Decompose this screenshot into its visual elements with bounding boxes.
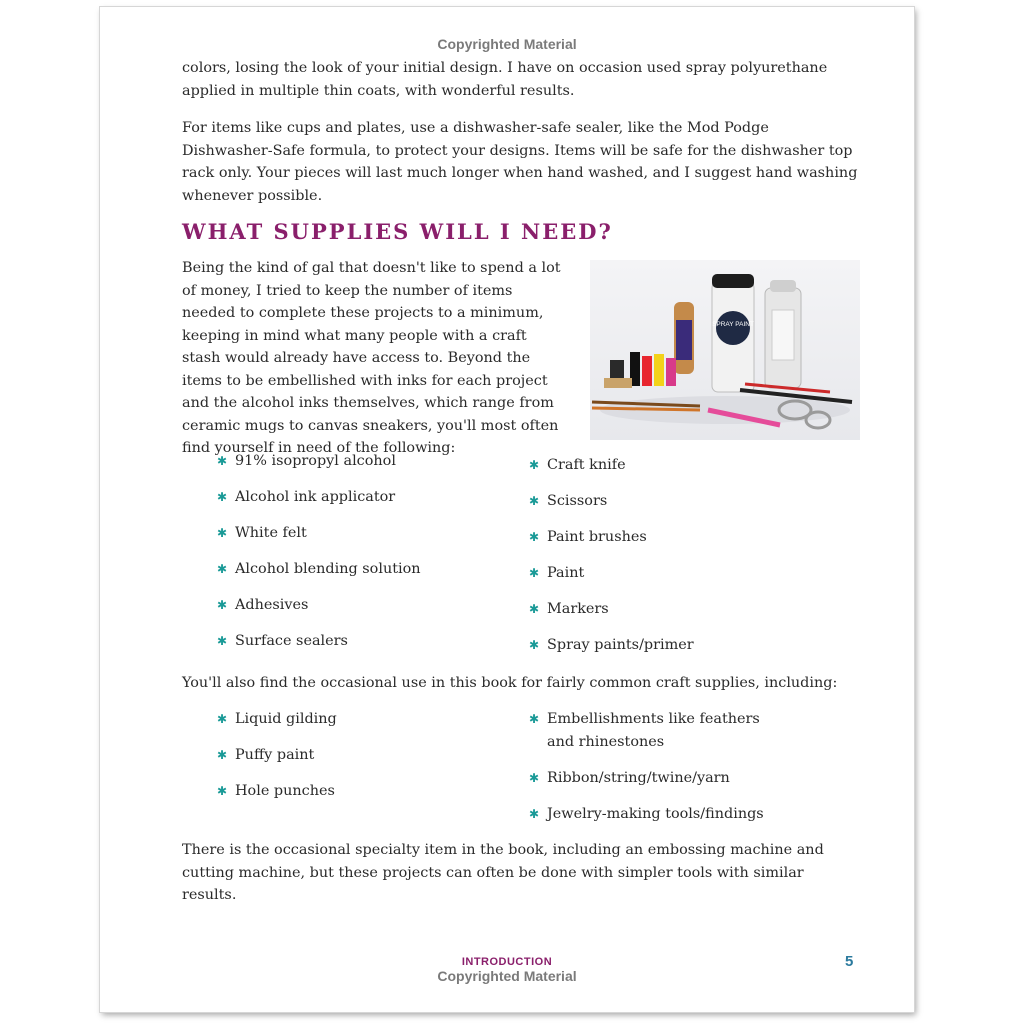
bullet-icon: ✱ (529, 602, 540, 616)
supplies-photo (590, 260, 860, 440)
page-number: 5 (845, 953, 854, 970)
bullet-icon: ✱ (217, 634, 228, 648)
list-item: ✱ 91% isopropyl alcohol (217, 450, 497, 473)
bullet-icon: ✱ (529, 530, 540, 544)
copyright-footer: Copyrighted Material (437, 968, 577, 984)
list-item: ✱ Paint brushes (529, 526, 809, 549)
list-item: ✱ Adhesives (217, 594, 497, 617)
bullet-icon: ✱ (217, 526, 228, 540)
footer-section-label: INTRODUCTION (461, 956, 553, 968)
list-item: ✱ Liquid gilding (217, 708, 497, 731)
list-item: ✱ Alcohol ink applicator (217, 486, 497, 509)
list-item: ✱ Scissors (529, 490, 809, 513)
copyright-header: Copyrighted Material (437, 36, 577, 52)
bullet-icon: ✱ (529, 566, 540, 580)
bullet-icon: ✱ (529, 806, 540, 821)
list-item: ✱ Surface sealers (217, 630, 497, 653)
supplies-photo-illustration (590, 260, 860, 440)
list-item: ✱ Embellishments like feathers and rhinestones (529, 708, 774, 753)
paragraph-specialty-items: There is the occasional specialty item in the book, including an embossing machine and cutting machine, but these projects can often be done with simpler tools with similar results. (182, 842, 824, 903)
list-item: ✱ Ribbon/string/twine/yarn (529, 767, 774, 790)
paragraph-intro-supplies: Being the kind of gal that doesn't like to spend a lot of money, I tried to keep the number of items needed to complete these projects to a minimum, keeping in mind what many people with a craft stash would already have access to. Beyond the items to be embellished with inks for each project and the alcohol inks themselves, which range from ceramic mugs to canvas sneakers, you'll most often find yourself in need of the following: (182, 260, 561, 456)
bullet-icon: ✱ (217, 490, 228, 504)
list-item: ✱ Alcohol blending solution (217, 558, 497, 581)
photo-label-text: SPRAY PAINT (712, 321, 754, 328)
bullet-icon: ✱ (217, 712, 228, 726)
bullet-icon: ✱ (217, 598, 228, 612)
common-supplies-list-left (217, 708, 497, 803)
list-item: ✱ White felt (217, 522, 497, 545)
list-item: ✱ Spray paints/primer (529, 634, 809, 657)
list-item: ✱ Hole punches (217, 780, 497, 803)
list-item: ✱ Markers (529, 598, 809, 621)
book-page (100, 7, 914, 1012)
bullet-icon: ✱ (529, 458, 540, 472)
bullet-icon: ✱ (529, 638, 540, 652)
bullet-icon: ✱ (217, 748, 228, 762)
list-item: ✱ Craft knife (529, 454, 809, 477)
supplies-list-left (217, 450, 497, 653)
paragraph-sealer-note: colors, losing the look of your initial design. I have on occasion used spray polyurethane applied in multiple thin coats, with wonderful results. (182, 60, 828, 99)
supplies-list-right (529, 454, 809, 657)
list-item: ✱ Puffy paint (217, 744, 497, 767)
bullet-icon: ✱ (529, 494, 540, 508)
list-item: ✱ Paint (529, 562, 809, 585)
paragraph-dishwasher: For items like cups and plates, use a dishwasher-safe sealer, like the Mod Podge Dishwasher-Safe formula, to protect your designs. Items will be safe for the dishwasher top rack only. Your pieces will last much longer when hand washed, and I suggest hand washing whenever possible. (182, 120, 858, 204)
list-item: ✱ Jewelry-making tools/findings (529, 803, 774, 826)
bullet-icon: ✱ (529, 712, 540, 726)
section-heading: WHAT SUPPLIES WILL I NEED? (182, 219, 613, 244)
bullet-icon: ✱ (217, 784, 228, 798)
common-supplies-list-right (529, 708, 774, 825)
bullet-icon: ✱ (217, 454, 228, 468)
bullet-icon: ✱ (217, 562, 228, 576)
paragraph-common-supplies: You'll also find the occasional use in this book for fairly common craft supplies, including: (182, 675, 838, 691)
bullet-icon: ✱ (529, 770, 540, 785)
